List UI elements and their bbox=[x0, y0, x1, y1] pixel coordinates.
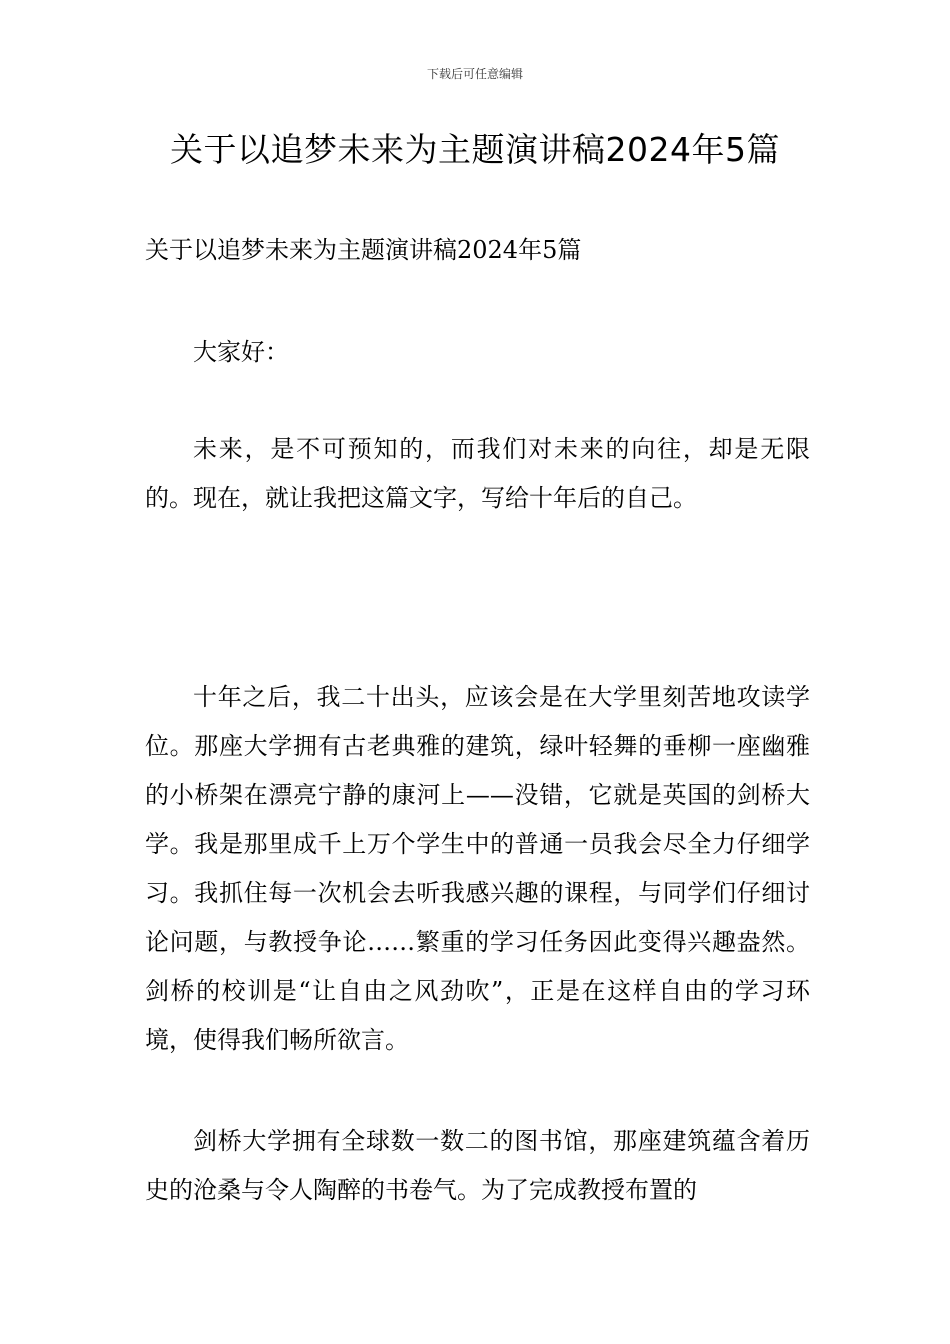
body-paragraph-2: 十年之后，我二十出头，应该会是在大学里刻苦地攻读学位。那座大学拥有古老典雅的建筑，绿叶轻舞的垂柳一座幽雅的小桥架在漂亮宁静的康河上——没错，它就是英国的剑桥大学。我是那里成千上万个学生中的普通一员我会尽全力仔细学习。我抓住每一次机会去听我感兴趣的课程，与同学们仔细讨论问题，与教授争论……繁重的学习任务因此变得兴趣盎然。剑桥的校训是“让自由之风劲吹”，正是在这样自由的学习环境，使得我们畅所欲言。 bbox=[145, 683, 810, 1054]
header-note: 下载后可任意编辑 bbox=[426, 67, 523, 81]
body-paragraph-1: 未来，是不可预知的，而我们对未来的向往，却是无限的。现在，就让我把这篇文字，写给十年后的自己。 bbox=[145, 435, 810, 512]
document-subtitle: 关于以追梦未来为主题演讲稿2024年5篇 bbox=[145, 236, 582, 264]
document-title: 关于以追梦未来为主题演讲稿2024年5篇 bbox=[170, 130, 780, 169]
body-paragraph-3: 剑桥大学拥有全球数一数二的图书馆，那座建筑蕴含着历史的沧桑与令人陶醉的书卷气。为了完成教授布置的 bbox=[145, 1127, 810, 1204]
greeting-paragraph: 大家好： bbox=[193, 338, 289, 366]
